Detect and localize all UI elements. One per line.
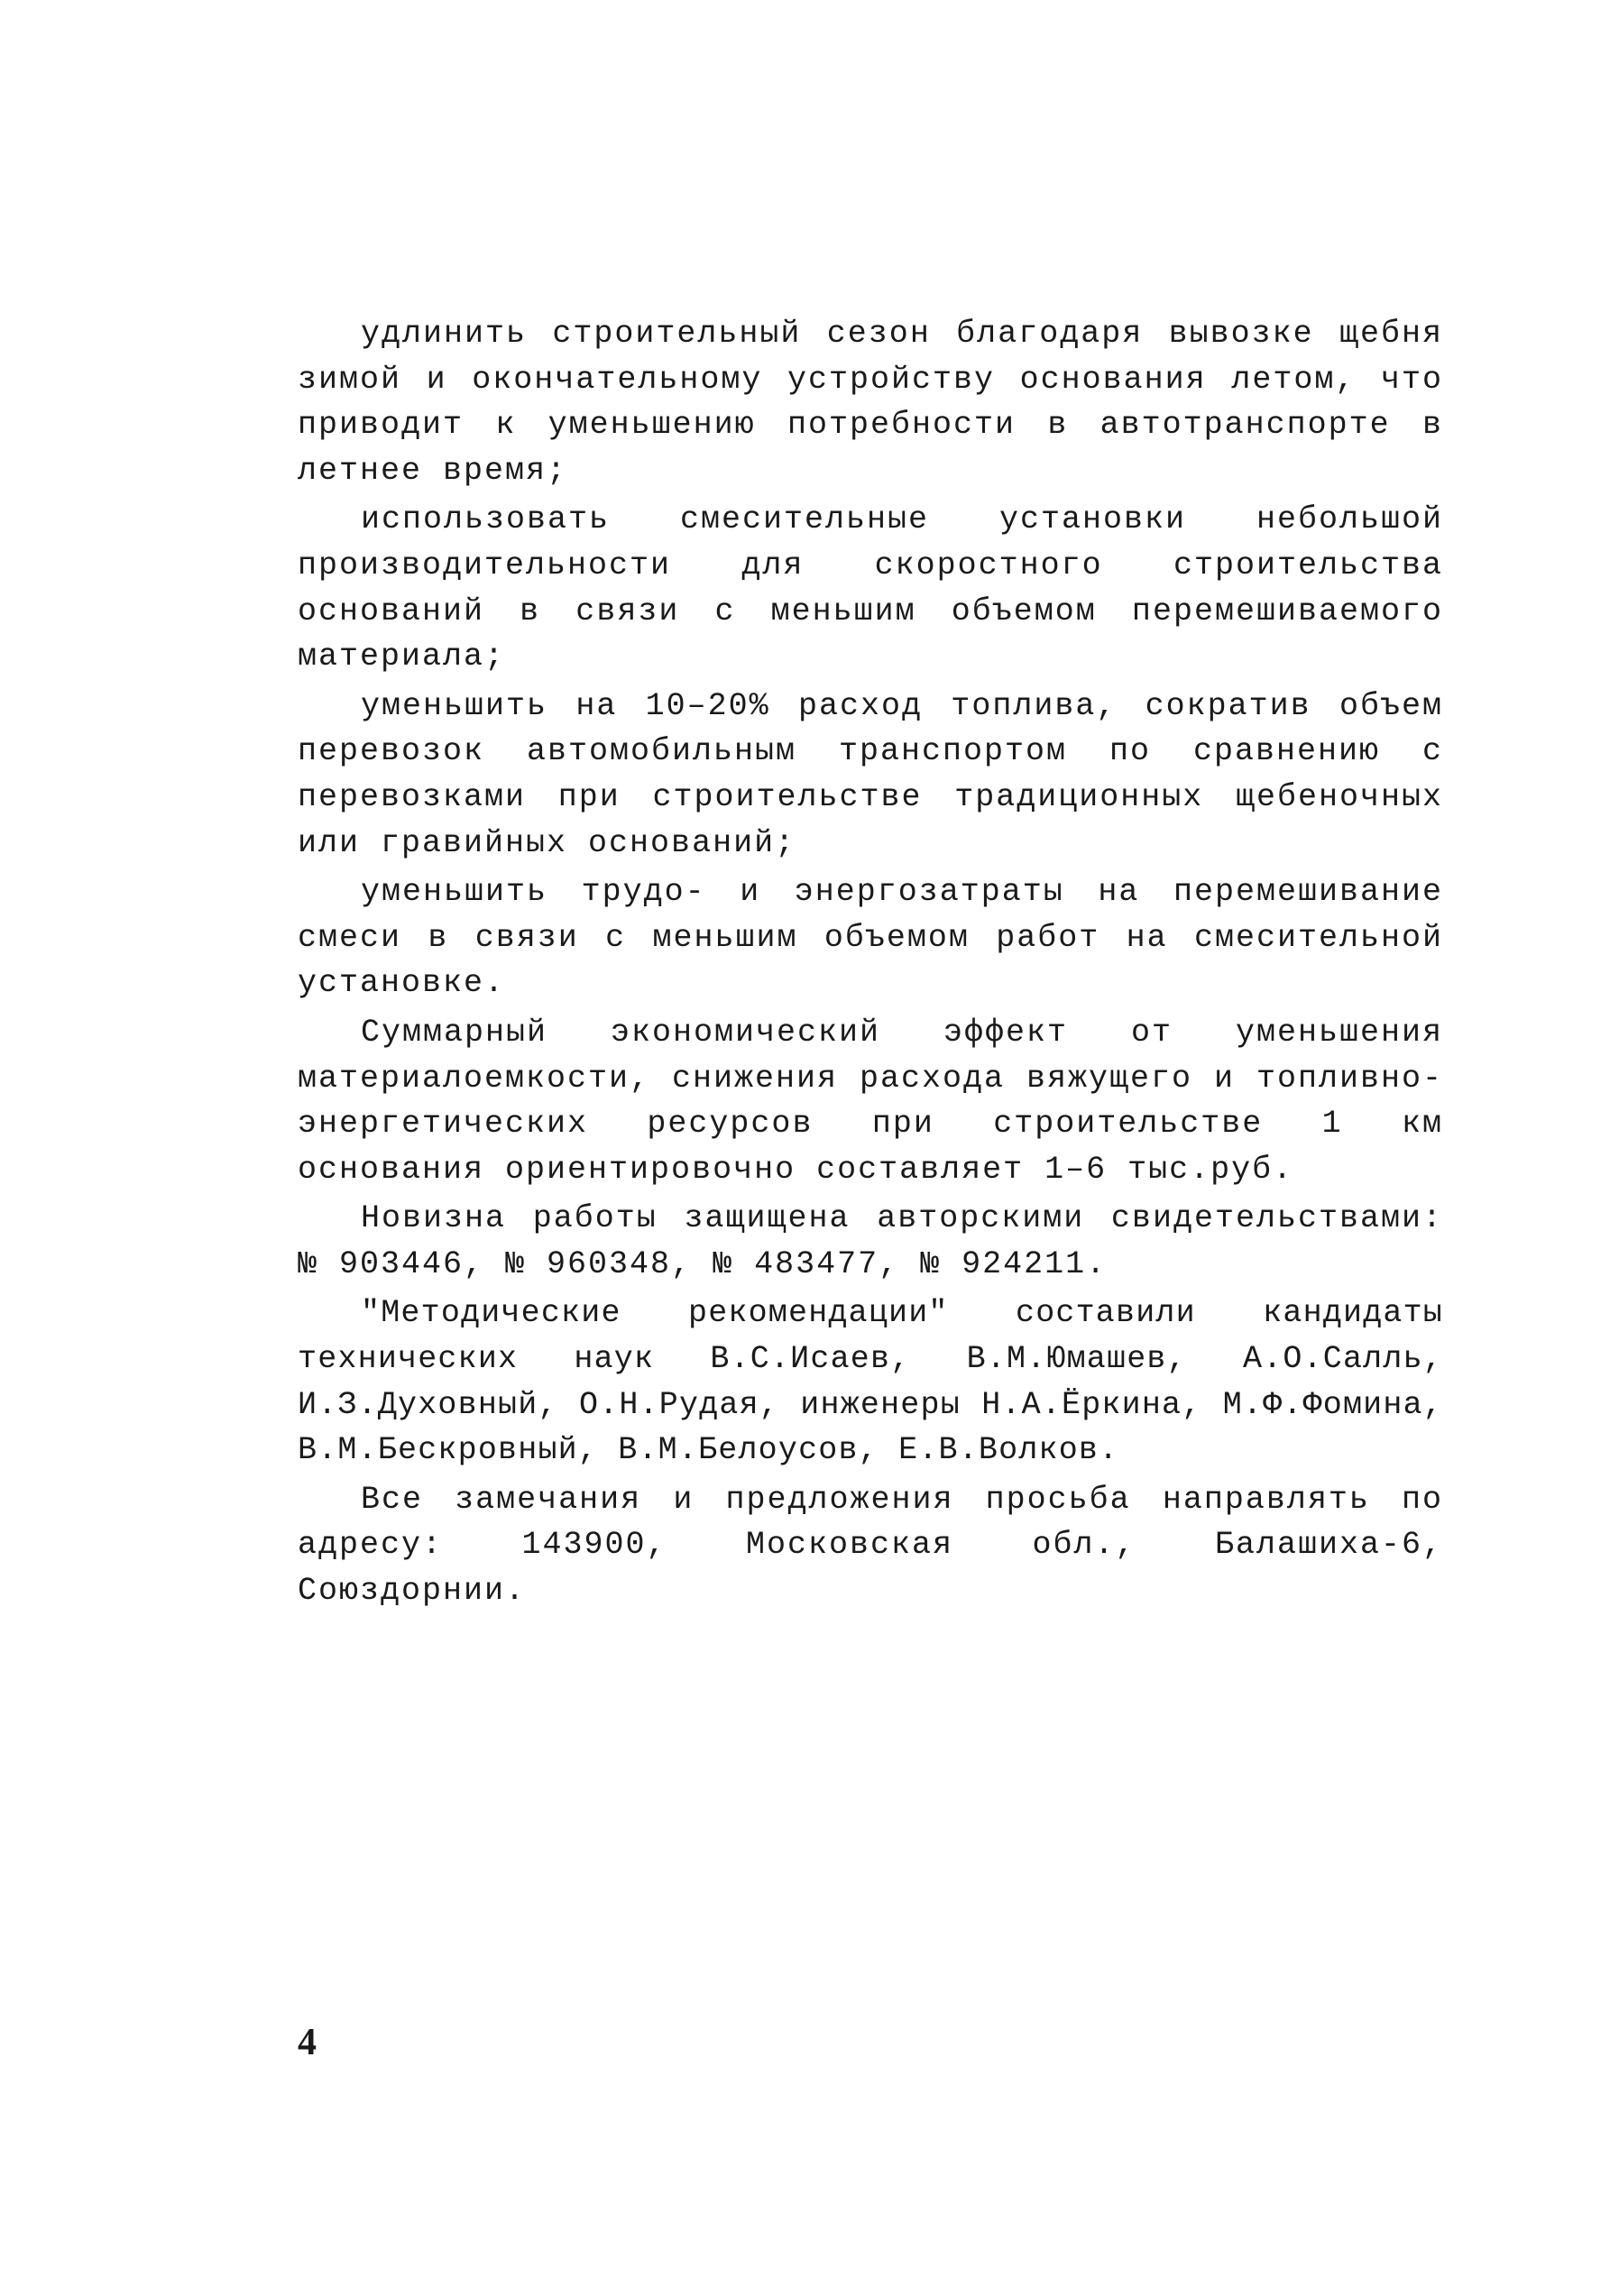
paragraph-economic-effect: Суммарный экономический эффект от уменьшения материалоемкости, снижения расхода вяжущего и топливно-энергетических ресурсов при строительстве 1 км основания ориентировочно составляет 1–6 тыс.руб. [298,1014,1443,1188]
paragraph-mixing-plants: использовать смесительные установки небольшой производительности для скоростного строительства оснований в связи с меньшим объемом перемешиваемого материала; [298,501,1443,675]
paragraph-contact-address: Все замечания и предложения просьба направлять по адресу: 143900, Московская обл., Балашиха-6, Союздорнии. [298,1481,1443,1610]
body-text [298,311,1443,1618]
paragraph-extend-season: удлинить строительный сезон благодаря вывозке щебня зимой и окончательному устройству основания летом, что приводит к уменьшению потребности в автотранспорте в летнее время; [298,316,1443,489]
paragraph-authors: "Методические рекомендации" составили кандидаты технических наук В.С.Исаев, В.М.Юмашев, А.О.Салль, И.З.Духовный, О.Н.Рудая, инженеры Н.А.Ёркина, М.Ф.Фомина, В.М.Бескровный, В.М.Белоусов, Е.В.Волков. [298,1295,1443,1469]
paragraph-patents: Новизна работы защищена авторскими свидетельствами: № 903446, № 960348, № 483477, № 924211. [298,1200,1443,1282]
paragraph-labor-energy: уменьшить трудо- и энергозатраты на перемешивание смеси в связи с меньшим объемом работ на смесительной установке. [298,874,1443,1002]
paragraph-fuel-reduction: уменьшить на 10–20% расход топлива, сократив объем перевозок автомобильным транспортом по сравнению с перевозками при строительстве традиционных щебеночных или гравийных оснований; [298,687,1443,861]
page-number: 4 [298,2022,317,2063]
